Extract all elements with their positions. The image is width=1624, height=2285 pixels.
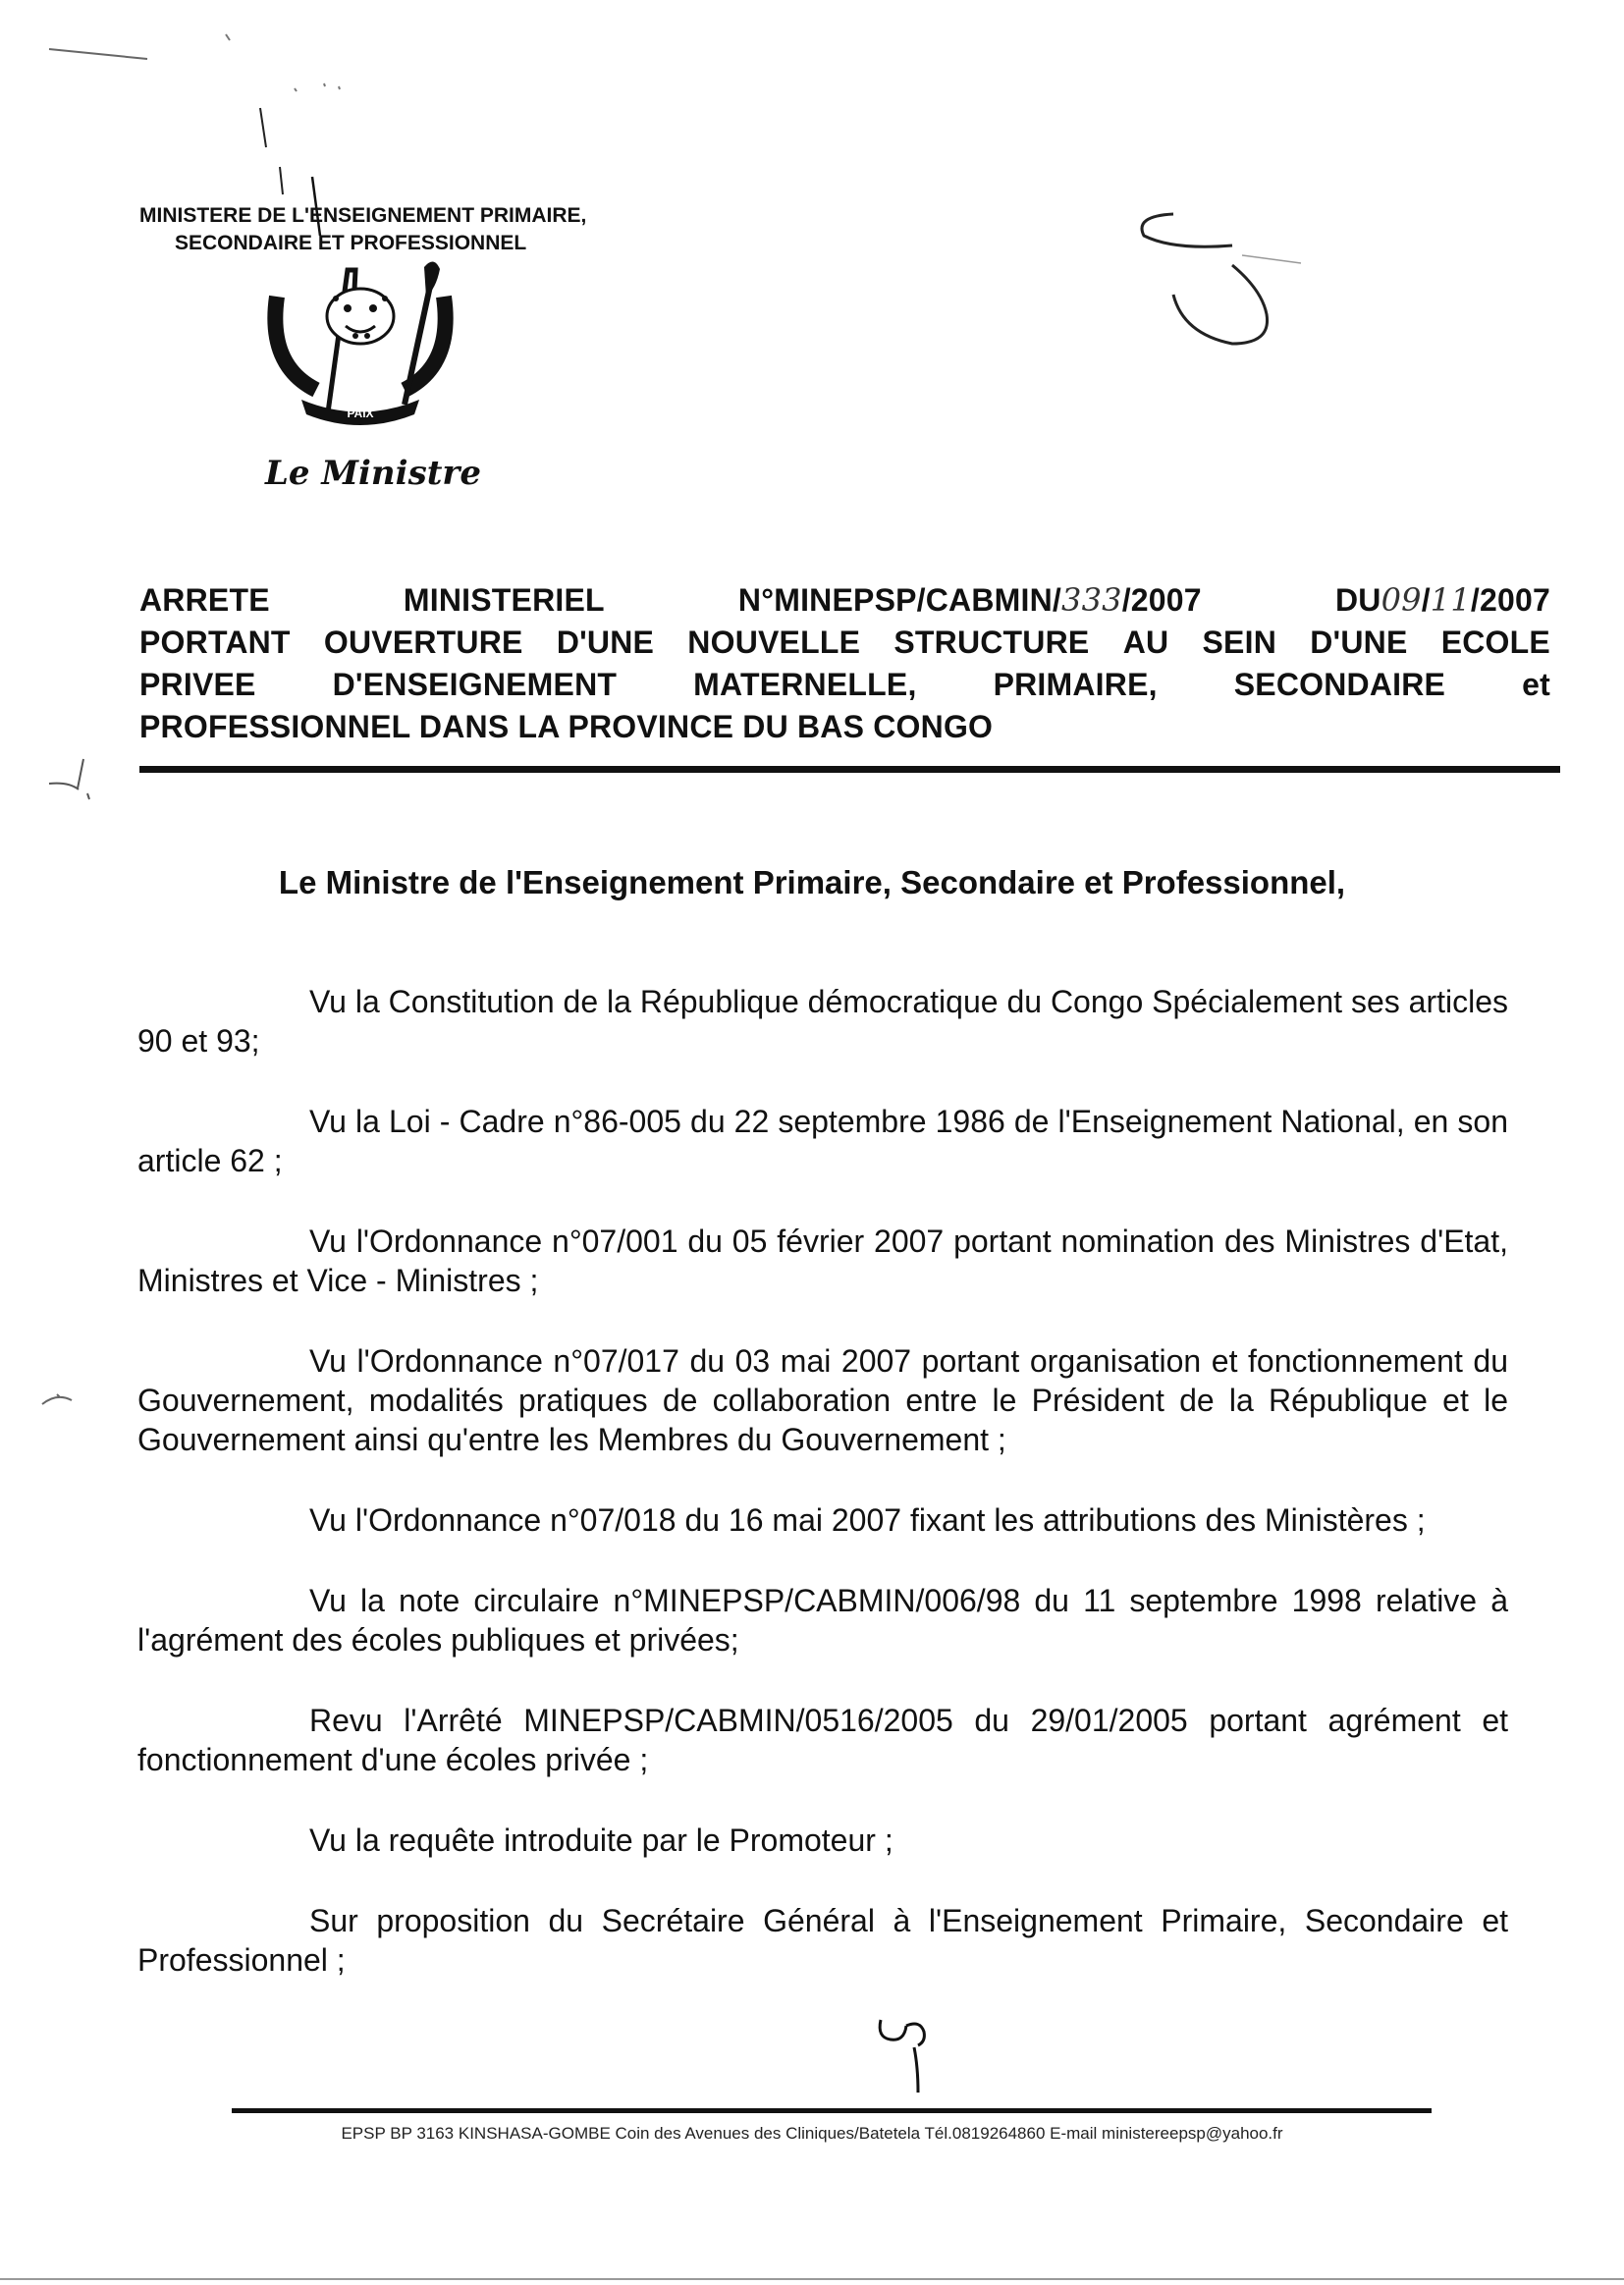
ministry-line-2: SECONDAIRE ET PROFESSIONNEL xyxy=(175,232,527,254)
title-line-1 xyxy=(139,579,1550,622)
decree-number-handwritten: 333 xyxy=(1061,581,1122,619)
title-word: SEIN xyxy=(1202,625,1277,660)
date-day: 09 xyxy=(1380,581,1422,619)
coat-of-arms-icon xyxy=(257,257,463,434)
scan-edge xyxy=(0,2278,1624,2280)
preamble-paragraph: Vu la Loi - Cadre n°86-005 du 22 septembre 1986 de l'Enseignement National, en son article 62 ; xyxy=(137,1104,1508,1178)
preamble-paragraph: Vu l'Ordonnance n°07/017 du 03 mai 2007 portant organisation et fonctionnement du Gouvernement, modalités pratiques de collaboration entre le Président de la République et le Gouvernement ainsi qu'entre les Membres du Gouvernement ; xyxy=(137,1343,1508,1457)
title-line-4: PROFESSIONNEL DANS LA PROVINCE DU BAS CONGO xyxy=(139,709,994,744)
preamble-paragraph: Vu l'Ordonnance n°07/001 du 05 février 2007 portant nomination des Ministres d'Etat, Ministres et Vice - Ministres ; xyxy=(137,1224,1508,1298)
title-word: PRIMAIRE, xyxy=(993,667,1158,702)
decree-year: /2007 xyxy=(1121,582,1202,618)
title-divider xyxy=(139,766,1560,773)
scan-marks xyxy=(39,20,314,226)
minister-heading: Le Ministre de l'Enseignement Primaire, Secondaire et Professionnel, xyxy=(278,864,1346,900)
preamble-paragraph: Revu l'Arrêté MINEPSP/CABMIN/0516/2005 du 29/01/2005 portant agrément et fonctionnement d'une écoles privée ; xyxy=(137,1703,1508,1777)
seal-motto: PAIX xyxy=(347,407,374,420)
title-word: OUVERTURE xyxy=(323,625,523,660)
preamble-paragraph: Vu la requête introduite par le Promoteur ; xyxy=(309,1823,893,1858)
title-word: D'UNE xyxy=(1310,625,1408,660)
ministry-line-1: MINISTERE DE L'ENSEIGNEMENT PRIMAIRE, xyxy=(139,204,587,227)
title-line-2 xyxy=(139,622,1550,664)
preamble-paragraph: Vu la Constitution de la République démocratique du Congo Spécialement ses articles 90 et 93; xyxy=(137,984,1508,1059)
date-separator: / xyxy=(1421,582,1431,618)
decree-prefix: N°MINEPSP/CABMIN/ xyxy=(737,582,1062,618)
ministry-name xyxy=(139,202,586,257)
decree-date xyxy=(1335,579,1550,622)
title-word: STRUCTURE xyxy=(893,625,1090,660)
title-word: PRIVEE xyxy=(139,667,256,702)
handwritten-number-icon xyxy=(1114,184,1311,383)
preamble-paragraph: Vu l'Ordonnance n°07/018 du 16 mai 2007 fixant les attributions des Ministères ; xyxy=(309,1502,1426,1538)
footer-divider xyxy=(232,2108,1432,2113)
preamble-paragraph: Vu la note circulaire n°MINEPSP/CABMIN/006/98 du 11 septembre 1998 relative à l'agrément des écoles publiques et privées; xyxy=(137,1583,1508,1658)
margin-mark-icon xyxy=(37,1385,86,1414)
title-word: AU xyxy=(1122,625,1169,660)
title-word: et xyxy=(1522,667,1550,702)
title-word: ECOLE xyxy=(1440,625,1550,660)
minister-title: Le Ministre xyxy=(265,454,481,493)
preamble xyxy=(137,982,1508,2021)
title-word: D'UNE xyxy=(556,625,655,660)
margin-mark-icon xyxy=(44,754,103,803)
title-word: MINISTERIEL xyxy=(403,582,605,618)
date-prefix: DU xyxy=(1334,582,1381,618)
title-word: D'ENSEIGNEMENT xyxy=(332,667,618,702)
decree-number xyxy=(738,579,1202,622)
preamble-paragraph: Sur proposition du Secrétaire Général à l'Enseignement Primaire, Secondaire et Professionnel ; xyxy=(137,1903,1508,1978)
decree-title xyxy=(139,579,1550,748)
title-word: SECONDAIRE xyxy=(1233,667,1446,702)
title-word: NOUVELLE xyxy=(687,625,861,660)
date-year: /2007 xyxy=(1470,582,1550,618)
title-line-3 xyxy=(139,664,1550,706)
title-word: ARRETE xyxy=(139,582,270,618)
footer-address: EPSP BP 3163 KINSHASA-GOMBE Coin des Avenues des Cliniques/Batetela Tél.0819264860 E-mail ministereepsp@yahoo.fr xyxy=(341,2124,1283,2143)
stamp-number: 5 xyxy=(1114,184,1123,200)
date-month: 11 xyxy=(1430,581,1471,619)
title-word: PORTANT xyxy=(139,625,291,660)
initial-signature-icon xyxy=(869,2008,957,2096)
title-word: MATERNELLE, xyxy=(693,667,917,702)
